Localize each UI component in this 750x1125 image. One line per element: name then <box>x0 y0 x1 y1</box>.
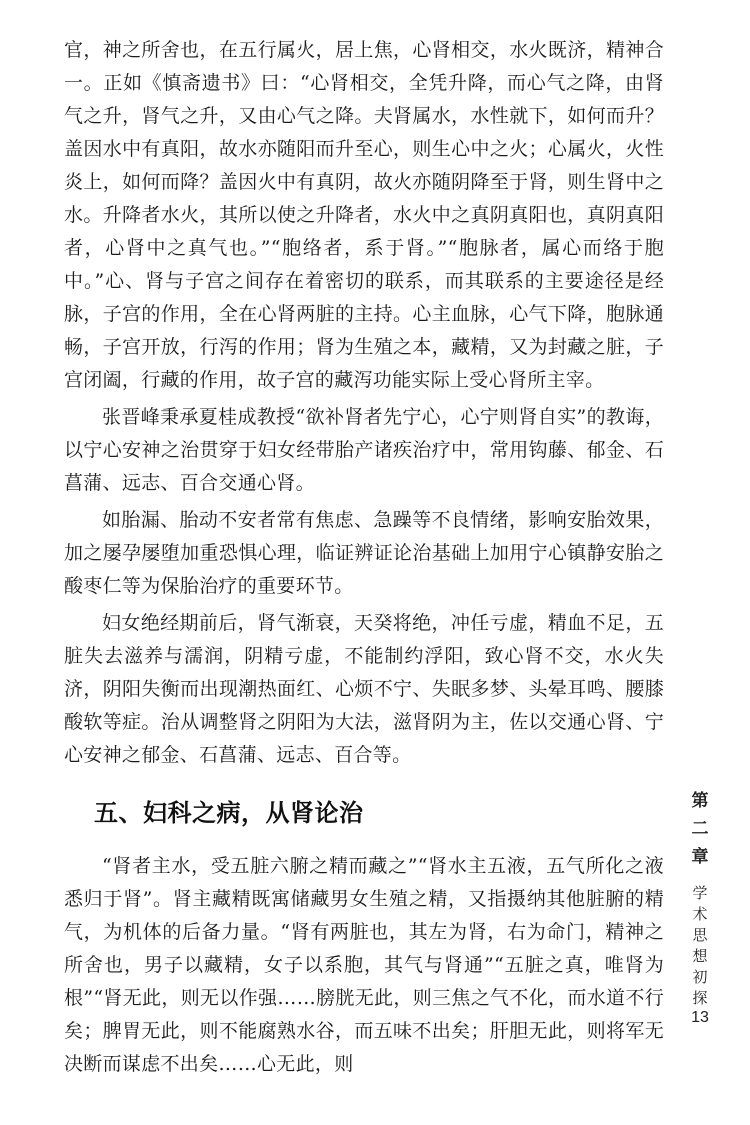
section-heading: 五、妇科之病，从肾论治 <box>94 799 364 827</box>
chapter-side-tab <box>683 787 717 1009</box>
paragraph-kidney-theory: “肾者主水，受五脏六腑之精而藏之”“肾水主五液，五气所化之液悉归于肾”。肾主藏精既寓储藏男女生殖之精，又指摄纳其他脏腑的精气，为机体的后备力量。“肾有两脏也，其左为肾，右为命门，精神之所舍也，男子以藏精，女子以系胞，其气与肾通”“五脏之真，唯肾为根”“肾无此，则无以作强……膀胱无此，则三焦之气不化，而水道不行矣；脾胃无此，则不能腐熟水谷，而五味不出矣；肝胆无此，则将军无决断而谋虑不出矣……心无此，则 <box>64 855 664 1075</box>
paragraph-menopause: 妇女绝经期前后，肾气渐衰，天癸将绝，冲任亏虚，精血不足，五脏失去滋养与濡润，阴精亏虚，不能制约浮阳，致心肾不交，水火失济，阴阳失衡而出现潮热面红、心烦不宁、失眠多梦、头晕耳鸣、腰膝酸软等症。治从调整肾之阴阳为大法，滋肾阴为主，佐以交通心肾、宁心安神之郁金、石菖蒲、远志、百合等。 <box>64 612 664 766</box>
chapter-title: 学术思想初探 <box>692 884 708 1007</box>
paragraph-continuation: 官，神之所舍也，在五行属火，居上焦，心肾相交，水火既济，精神合一。正如《慎斋遗书》曰：“心肾相交，全凭升降，而心气之降，由肾气之升，肾气之升，又由心气之降。夫肾属水，水性就下，如何而升？盖因水中有真阳，故水亦随阳而升至心，则生心中之火；心属火，火性炎上，如何而降？盖因火中有真阴，故火亦随阴降至于肾，则生肾中之水。升降者水火，其所以使之升降者，水火中之真阴真阳也，真阴真阳者，心肾中之真气也。”“胞络者，系于肾。”“胞脉者，属心而络于胞中。”心、肾与子宫之间存在着密切的联系，而其联系的主要途径是经脉，子宫的作用，全在心肾两脏的主持。心主血脉，心气下降，胞脉通畅，子宫开放，行泻的作用；肾为生殖之本，藏精，又为封藏之脏，子宫闭阖，行藏的作用，故子宫的藏泻功能实际上受心肾所主宰。 <box>64 39 664 391</box>
chapter-label: 第二章 <box>691 791 709 867</box>
page-body <box>64 34 664 1081</box>
page-number: 13 <box>691 1009 709 1026</box>
paragraph-zhang-jinfeng: 张晋峰秉承夏桂成教授“欲补肾者先宁心，心宁则肾自实”的教诲，以宁心安神之治贯穿于妇女经带胎产诸疾治疗中，常用钩藤、郁金、石菖蒲、远志、百合交通心肾。 <box>64 406 664 494</box>
paragraph-threatened-abortion: 如胎漏、胎动不安者常有焦虑、急躁等不良情绪，影响安胎效果，加之屡孕屡堕加重恐惧心理，临证辨证论治基础上加用宁心镇静安胎之酸枣仁等为保胎治疗的重要环节。 <box>64 509 664 597</box>
